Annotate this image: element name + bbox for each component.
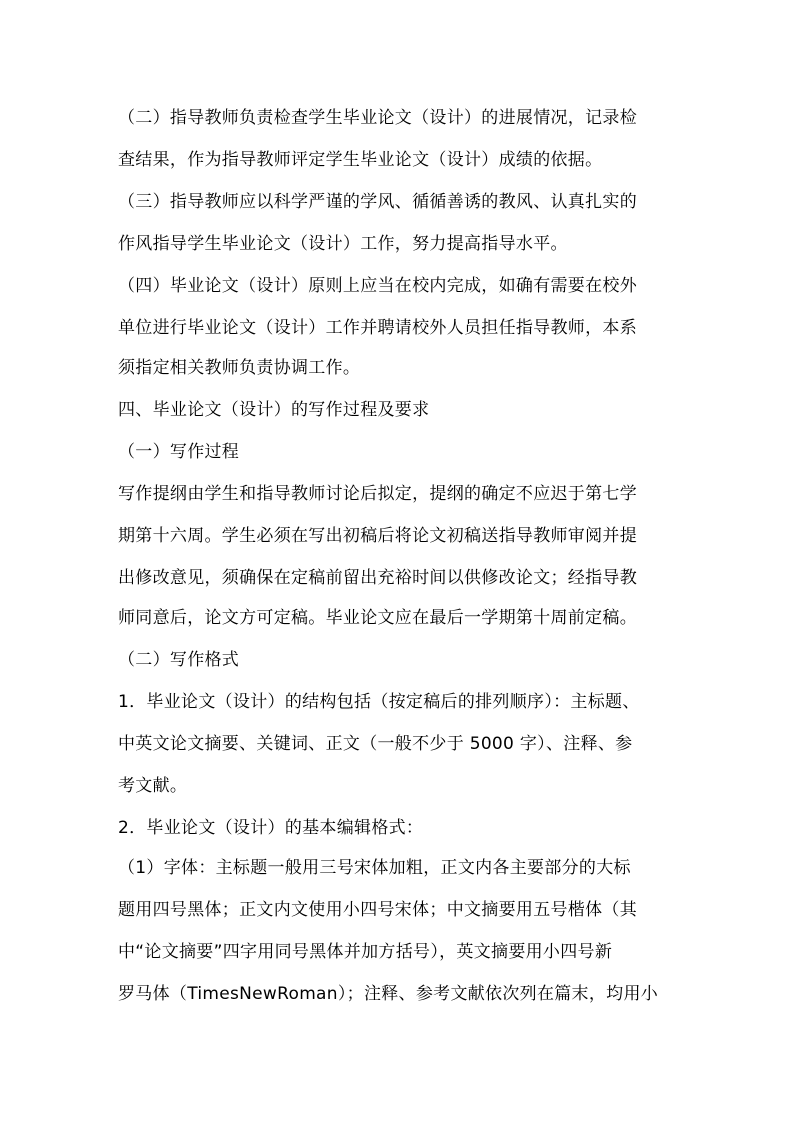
text-line: （三）指导教师应以科学严谨的学风、循循善诱的教风、认真扎实的: [118, 192, 637, 212]
text-line: 查结果，作为指导教师评定学生毕业论文（设计）成绩的依据。: [118, 150, 603, 170]
text-line: （四）毕业论文（设计）原则上应当在校内完成，如确有需要在校外: [118, 276, 637, 296]
text-line: 单位进行毕业论文（设计）工作并聘请校外人员担任指导教师，本系: [118, 318, 637, 338]
text-line: 出修改意见，须确保在定稿前留出充裕时间以供修改论文；经指导教: [118, 568, 637, 588]
text-line: 罗马体（TimesNewRoman）；注释、参考文献依次列在篇末，均用小: [118, 984, 659, 1004]
text-line: （1）字体：主标题一般用三号宋体加粗，正文内各主要部分的大标: [118, 858, 631, 878]
text-line: 期第十六周。学生必须在写出初稿后将论文初稿送指导教师审阅并提: [118, 526, 637, 546]
section-heading: 四、毕业论文（设计）的写作过程及要求: [118, 400, 430, 420]
subsection-heading: （一）写作过程: [118, 442, 240, 462]
text-line: 须指定相关教师负责协调工作。: [118, 358, 361, 378]
text-line: 中“论文摘要”四字用同号黑体并加方括号），英文摘要用小四号新: [118, 942, 613, 962]
text-line: （二）指导教师负责检查学生毕业论文（设计）的进展情况，记录检: [118, 108, 637, 128]
text-line: 1．毕业论文（设计）的结构包括（按定稿后的排列顺序）：主标题、: [118, 692, 640, 712]
subsection-heading: （二）写作格式: [118, 650, 240, 670]
text-line: 考文献。: [118, 776, 188, 796]
text-line: 中英文论文摘要、关键词、正文（一般不少于 5000 字）、注释、参: [118, 734, 633, 754]
text-line: 2．毕业论文（设计）的基本编辑格式：: [118, 818, 424, 838]
text-line: 写作提纲由学生和指导教师讨论后拟定，提纲的确定不应迟于第七学: [118, 484, 637, 504]
text-line: 题用四号黑体；正文内文使用小四号宋体；中文摘要用五号楷体（其: [118, 900, 637, 920]
text-line: 作风指导学生毕业论文（设计）工作，努力提高指导水平。: [118, 234, 568, 254]
text-line: 师同意后，论文方可定稿。毕业论文应在最后一学期第十周前定稿。: [118, 608, 637, 628]
